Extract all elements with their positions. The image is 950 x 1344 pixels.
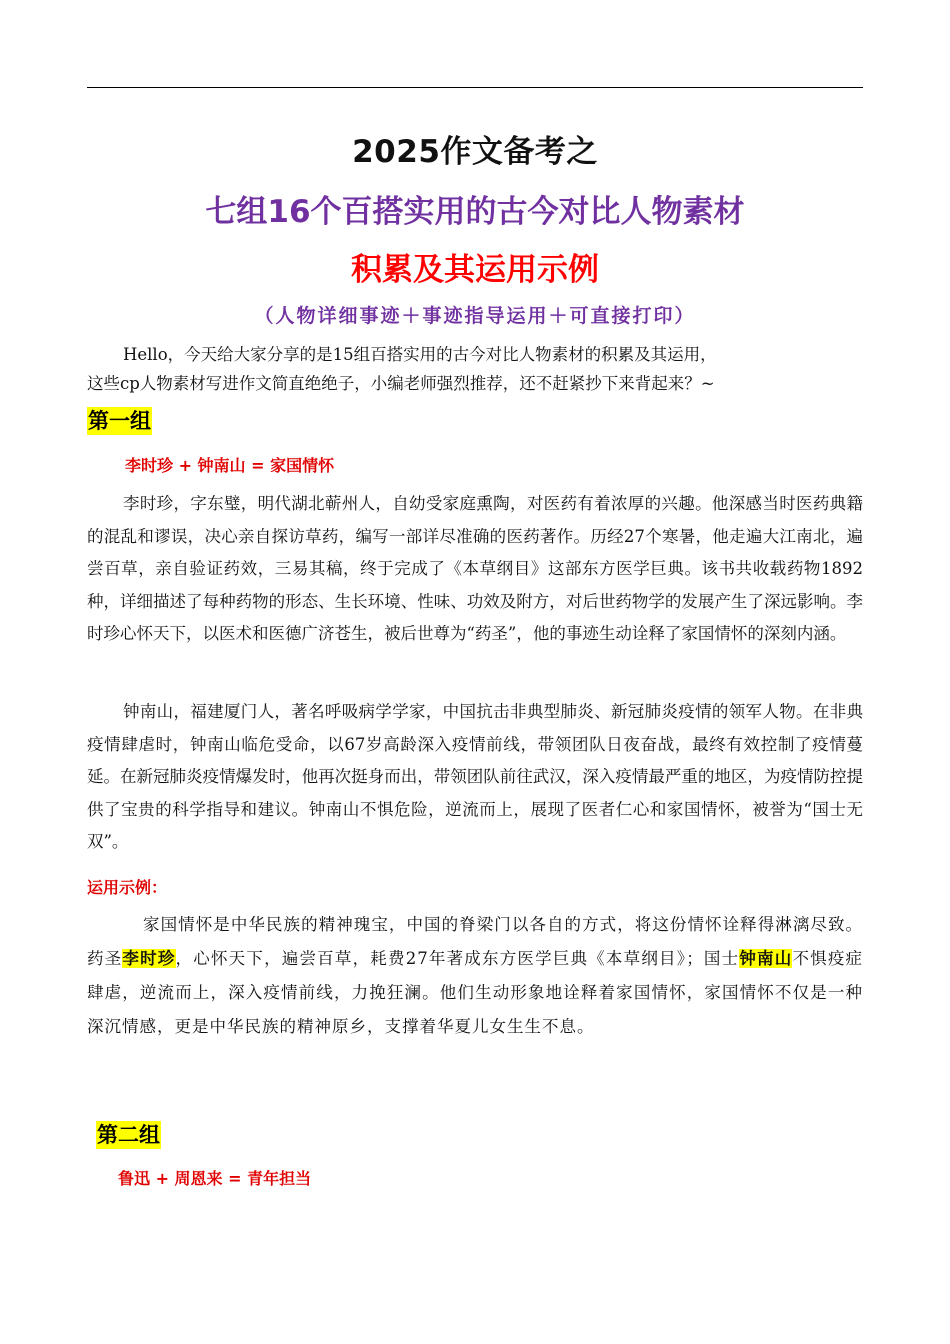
highlight-name-1: 李时珍: [122, 949, 176, 968]
group1-paragraph-1: 李时珍，字东璧，明代湖北蕲州人，自幼受家庭熏陶，对医药有着浓厚的兴趣。他深感当时医药典籍的混乱和谬误，决心亲自探访草药，编写一部详尽准确的医药著作。历经27个寒暑，他走遍大江南北，遍尝百草，亲自验证药效，三易其稿，终于完成了《本草纲目》这部东方医学巨典。该书共收载药物1892种，详细描述了每种药物的形态、生长环境、性味、功效及附方，对后世药物学的发展产生了深远影响。李时珍心怀天下，以医术和医德广济苍生，被后世尊为“药圣”，他的事迹生动诠释了家国情怀的深刻内涵。: [87, 494, 863, 643]
usage-example-label: 运用示例：: [87, 878, 168, 897]
highlight-name-2: 钟南山: [739, 949, 793, 968]
group1-paragraph-2: 钟南山，福建厦门人，著名呼吸病学学家，中国抗击非典型肺炎、新冠肺炎疫情的领军人物。在非典疫情肆虐时，钟南山临危受命，以67岁高龄深入疫情前线，带领团队日夜奋战，最终有效控制了疫情蔓延。在新冠肺炎疫情爆发时，他再次挺身而出，带领团队前往武汉，深入疫情最严重的地区，为疫情防控提供了宝贵的科学指导和建议。钟南山不惧危险，逆流而上，展现了医者仁心和家国情怀，被誉为“国士无双”。: [87, 702, 863, 851]
intro-line-2: 这些cp人物素材写进作文简直绝绝子，小编老师强烈推荐，还不赶紧抄下来背起来？~: [87, 374, 715, 393]
intro-text: [87, 340, 863, 398]
header-rule: [87, 87, 863, 88]
example-part-3: 不惧疫症肆虐，逆流而上，深入疫情前线，力挽狂澜。他们生动形象地诠释着家国情怀，家国情怀不仅是一种深沉情感，更是中华民族的精神原乡，支撑着华夏儿女生生不息。: [87, 949, 864, 1036]
example-part-1: 家国情怀是中华民族的精神瑰宝，中国的脊梁门以各自的方式，将这份情怀诠释得淋漓尽致。药圣: [87, 915, 863, 968]
group2-label: 第二组: [97, 1123, 160, 1147]
example-part-2: ，心怀天下，遍尝百草，耗费27年著成东方医学巨典《本草纲目》；国士: [175, 949, 740, 968]
group1-pair: 李时珍 + 钟南山 = 家国情怀: [125, 456, 335, 475]
page-title-sub: 积累及其运用示例: [351, 252, 599, 288]
intro-line-1: Hello，今天给大家分享的是15组百搭实用的古今对比人物素材的积累及其运用，: [123, 345, 717, 364]
usage-example-text: [87, 908, 863, 1044]
page-subtitle: （人物详细事迹＋事迹指导运用＋可直接打印）: [254, 305, 696, 327]
page-title-main: 七组16个百搭实用的古今对比人物素材: [205, 194, 745, 230]
page-title: 2025作文备考之: [352, 134, 598, 170]
group2-pair: 鲁迅 + 周恩来 = 青年担当: [118, 1169, 312, 1188]
group1-label: 第一组: [88, 409, 151, 433]
